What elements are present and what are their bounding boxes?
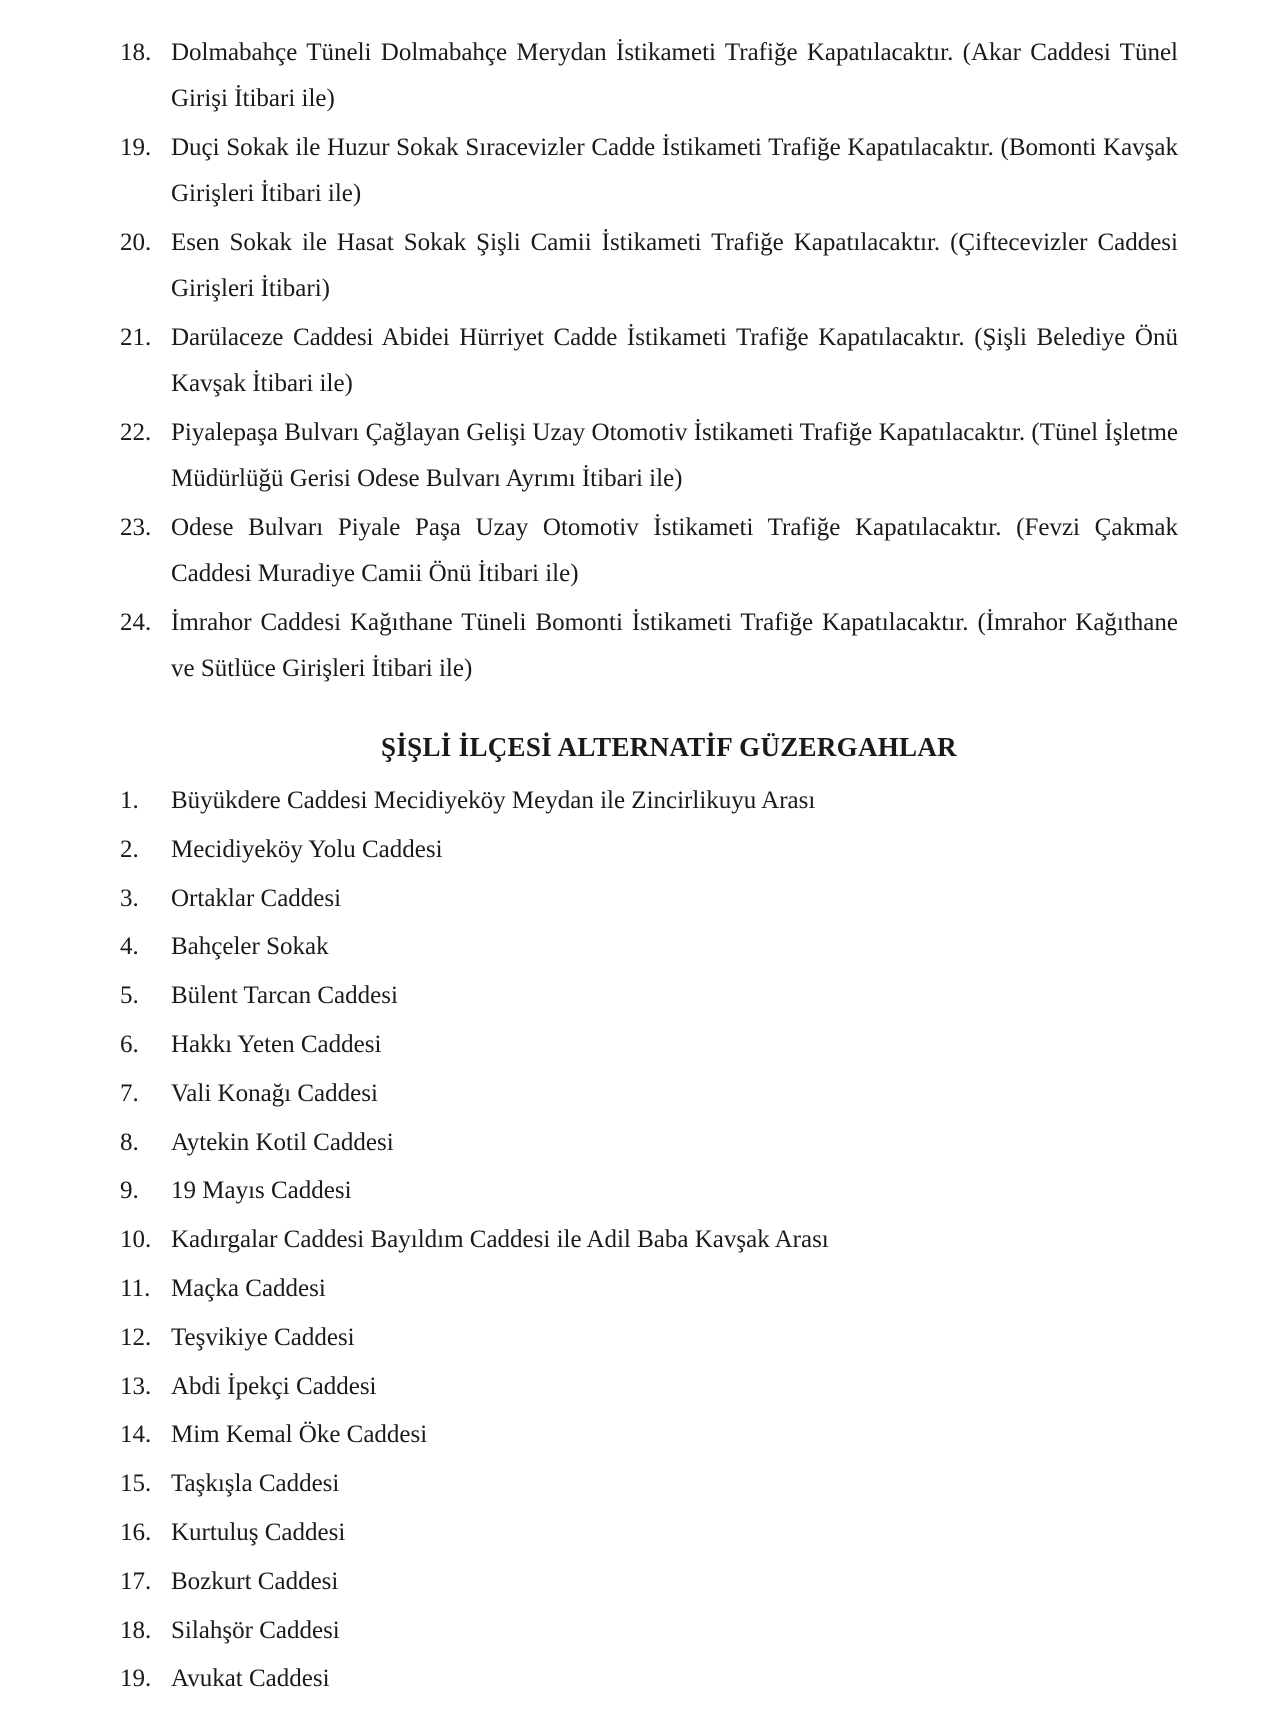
item-number: 9. [120,1177,139,1205]
list-item [120,875,1178,924]
item-number: 4. [120,933,139,961]
list-item [120,826,1178,875]
item-text: Ortaklar Caddesi [171,884,342,912]
list-item [120,1021,1178,1070]
item-text: Duçi Sokak ile Huzur Sokak Sıracevizler Cadde İstikameti Trafiğe Kapatılacaktır. (Bomonti Kavşak Girişleri İtibari ile) [171,134,1178,207]
item-number: 12. [120,1323,152,1351]
list-item [120,600,1178,692]
list-item [120,1558,1178,1607]
list-item [120,1411,1178,1460]
item-text: Vali Konağı Caddesi [171,1079,378,1107]
item-number: 1. [120,787,139,814]
item-number: 18. [120,1616,152,1644]
list-item [120,777,1178,826]
list-item [120,1460,1178,1509]
list-item [120,1265,1178,1314]
list-item [120,1655,1178,1704]
item-number: 13. [120,1372,152,1400]
item-text: Dolmabahçe Tüneli Dolmabahçe Merydan İstikameti Trafiğe Kapatılacaktır. (Akar Caddesi Tünel Girişi İtibari ile) [171,39,1178,112]
item-number: 11. [120,1274,151,1302]
item-number: 2. [120,835,139,863]
list-item [120,125,1178,217]
list-item [120,220,1178,312]
item-text: Bozkurt Caddesi [171,1567,339,1595]
item-number: 10. [120,1226,152,1254]
item-number: 19. [120,134,152,161]
item-text: Mecidiyeköy Yolu Caddesi [171,835,443,863]
item-number: 21. [120,324,152,351]
item-text: Avukat Caddesi [171,1665,330,1693]
list-item [120,410,1178,502]
item-number: 19. [120,1665,152,1693]
list-item [120,1070,1178,1119]
item-number: 7. [120,1079,139,1107]
list-item [120,972,1178,1021]
list-item [120,1119,1178,1168]
item-text: Odese Bulvarı Piyale Paşa Uzay Otomotiv İstikameti Trafiğe Kapatılacaktır. (Fevzi Çakmak Caddesi Muradiye Camii Önü İtibari ile) [171,514,1178,587]
item-number: 23. [120,514,152,541]
alternative-routes-list [120,777,1178,1704]
item-number: 8. [120,1128,139,1156]
section-title: ŞİŞLİ İLÇESİ ALTERNATİF GÜZERGAHLAR [381,732,957,762]
item-number: 20. [120,229,152,256]
item-text: Abdi İpekçi Caddesi [171,1372,377,1400]
item-text: Esen Sokak ile Hasat Sokak Şişli Camii İstikameti Trafiğe Kapatılacaktır. (Çiftecevizler Caddesi Girişleri İtibari) [171,229,1178,302]
item-number: 17. [120,1567,152,1595]
road-closure-list [120,30,1178,695]
item-text: Maçka Caddesi [171,1274,326,1302]
item-number: 22. [120,419,152,446]
item-text: Silahşör Caddesi [171,1616,340,1644]
item-number: 6. [120,1030,139,1058]
list-item [120,505,1178,597]
item-number: 5. [120,982,139,1010]
item-text: Mim Kemal Öke Caddesi [171,1421,428,1449]
item-text: Teşvikiye Caddesi [171,1323,355,1351]
list-item [120,1314,1178,1363]
list-item [120,1607,1178,1656]
list-item [120,30,1178,122]
item-text: Hakkı Yeten Caddesi [171,1030,382,1058]
item-number: 15. [120,1470,152,1498]
item-text: Darülaceze Caddesi Abidei Hürriyet Cadde İstikameti Trafiğe Kapatılacaktır. (Şişli Belediye Önü Kavşak İtibari ile) [171,324,1178,397]
item-text: 19 Mayıs Caddesi [171,1177,352,1205]
item-text: İmrahor Caddesi Kağıthane Tüneli Bomonti İstikameti Trafiğe Kapatılacaktır. (İmrahor Kağıthane ve Sütlüce Girişleri İtibari ile) [171,609,1178,682]
item-text: Bahçeler Sokak [171,933,329,961]
item-text: Büyükdere Caddesi Mecidiyeköy Meydan ile Zincirlikuyu Arası [171,787,816,814]
item-number: 3. [120,884,139,912]
item-text: Aytekin Kotil Caddesi [171,1128,394,1156]
item-text: Taşkışla Caddesi [171,1470,340,1498]
list-item [120,923,1178,972]
item-text: Kadırgalar Caddesi Bayıldım Caddesi ile Adil Baba Kavşak Arası [171,1226,829,1254]
list-item [120,315,1178,407]
list-item [120,1167,1178,1216]
list-item [120,1216,1178,1265]
item-text: Bülent Tarcan Caddesi [171,982,398,1010]
list-item [120,1363,1178,1412]
item-number: 14. [120,1421,152,1449]
item-number: 24. [120,609,152,636]
list-item [120,1509,1178,1558]
item-number: 16. [120,1518,152,1546]
item-text: Piyalepaşa Bulvarı Çağlayan Gelişi Uzay Otomotiv İstikameti Trafiğe Kapatılacaktır. (Tünel İşletme Müdürlüğü Gerisi Odese Bulvarı Ayrımı İtibari ile) [171,419,1178,492]
item-number: 18. [120,39,152,66]
item-text: Kurtuluş Caddesi [171,1518,346,1546]
